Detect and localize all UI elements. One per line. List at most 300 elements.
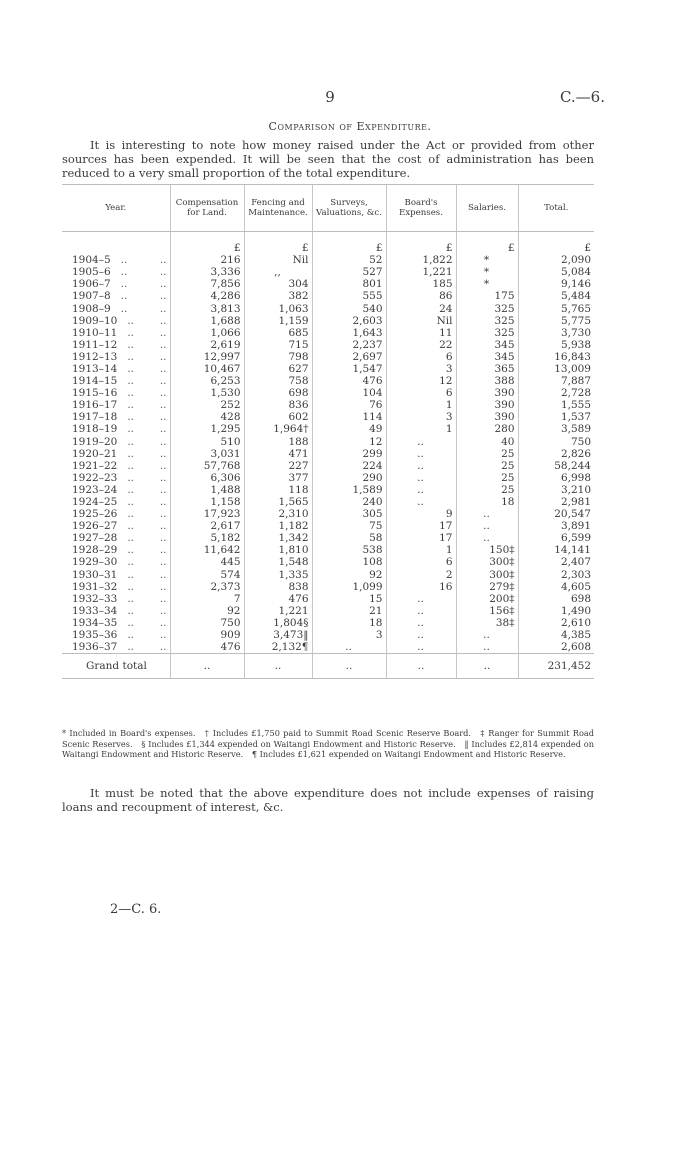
- unit-cell: £: [244, 232, 312, 255]
- year-cell: [62, 569, 170, 581]
- table-cell: 2,407: [518, 556, 594, 568]
- leader-dots: ..: [127, 435, 135, 448]
- leader-dots: ..: [120, 254, 128, 267]
- table-cell: 1,221: [244, 605, 312, 617]
- year-cell: [62, 544, 170, 556]
- leader-dots: ..: [159, 314, 167, 327]
- table-row: [62, 290, 594, 302]
- year-cell: [62, 327, 170, 339]
- table-cell: 1,099: [312, 581, 386, 593]
- table-cell: ..: [456, 654, 518, 679]
- table-cell: 114: [312, 411, 386, 423]
- table-cell: 18: [312, 617, 386, 629]
- year-label: 1913–14: [72, 362, 118, 375]
- year-cell: [62, 641, 170, 654]
- table-cell: ..: [456, 520, 518, 532]
- year-cell: [62, 278, 170, 290]
- table-header: [62, 185, 594, 232]
- table-cell: 6,306: [170, 472, 244, 484]
- table-cell: 150‡: [456, 544, 518, 556]
- table-row: [62, 532, 594, 544]
- year-cell: [62, 484, 170, 496]
- table-cell: 104: [312, 387, 386, 399]
- table-cell: 14,141: [518, 544, 594, 556]
- table-cell: ..: [244, 654, 312, 679]
- leader-dots: ..: [120, 266, 128, 279]
- table-cell: 2,090: [518, 254, 594, 266]
- table-cell: 12: [386, 375, 456, 387]
- table-row: [62, 448, 594, 460]
- leader-dots: ..: [127, 399, 135, 412]
- leader-dots: ..: [159, 616, 167, 629]
- table-cell: 185: [386, 278, 456, 290]
- table-cell: 6: [386, 351, 456, 363]
- year-cell: [62, 387, 170, 399]
- table-cell: 1,964†: [244, 423, 312, 435]
- table-cell: 21: [312, 605, 386, 617]
- table-cell: 7,887: [518, 375, 594, 387]
- table-cell: 57,768: [170, 460, 244, 472]
- table-cell: 2,619: [170, 339, 244, 351]
- table-cell: 5,484: [518, 290, 594, 302]
- table-cell: 2: [386, 569, 456, 581]
- table-cell: 11: [386, 327, 456, 339]
- table-cell: 3,473‖: [244, 629, 312, 641]
- year-cell: [62, 556, 170, 568]
- table-row: [62, 315, 594, 327]
- column-header: Salaries.: [456, 185, 518, 232]
- table-cell: 5,765: [518, 302, 594, 314]
- table-cell: 476: [312, 375, 386, 387]
- table-row: [62, 327, 594, 339]
- table-cell: 22: [386, 339, 456, 351]
- table-cell: ..: [386, 448, 456, 460]
- table-cell: ..: [456, 641, 518, 654]
- table-cell: 2,617: [170, 520, 244, 532]
- table-cell: ..: [386, 617, 456, 629]
- table-row: [62, 496, 594, 508]
- table-cell: 2,981: [518, 496, 594, 508]
- table-cell: 428: [170, 411, 244, 423]
- table-cell: 16,843: [518, 351, 594, 363]
- leader-dots: ..: [159, 508, 167, 521]
- leader-dots: ..: [159, 471, 167, 484]
- table-cell: 801: [312, 278, 386, 290]
- table-cell: 365: [456, 363, 518, 375]
- table-row: [62, 617, 594, 629]
- table-cell: ..: [386, 484, 456, 496]
- table-cell: 1,182: [244, 520, 312, 532]
- table-cell: 1,158: [170, 496, 244, 508]
- year-label: 1914–15: [72, 375, 118, 388]
- table-cell: 345: [456, 351, 518, 363]
- table-row: [62, 375, 594, 387]
- table-cell: 156‡: [456, 605, 518, 617]
- table-row: [62, 399, 594, 411]
- table-cell: 2,373: [170, 581, 244, 593]
- leader-dots: ..: [127, 411, 135, 424]
- year-cell: [62, 302, 170, 314]
- table-cell: 758: [244, 375, 312, 387]
- table-cell: 2,608: [518, 641, 594, 654]
- leader-dots: ..: [127, 338, 135, 351]
- year-cell: [62, 593, 170, 605]
- leader-dots: ..: [159, 629, 167, 642]
- table-cell: 6: [386, 387, 456, 399]
- table-cell: 86: [386, 290, 456, 302]
- table-cell: ..: [386, 629, 456, 641]
- year-label: 1930–31: [72, 568, 118, 581]
- leader-dots: ..: [159, 387, 167, 400]
- leader-dots: ..: [127, 326, 135, 339]
- table-row: [62, 581, 594, 593]
- table-cell: 1,537: [518, 411, 594, 423]
- table-cell: 685: [244, 327, 312, 339]
- table-row: [62, 436, 594, 448]
- footnote: * Included in Board's expenses.: [62, 728, 196, 738]
- table-cell: 2,728: [518, 387, 594, 399]
- table-cell: 445: [170, 556, 244, 568]
- table-row: [62, 423, 594, 435]
- table-cell: 836: [244, 399, 312, 411]
- grand-total-label: Grand total: [62, 654, 170, 679]
- year-cell: [62, 254, 170, 266]
- table-cell: 377: [244, 472, 312, 484]
- table-cell: ..: [456, 629, 518, 641]
- leader-dots: ..: [159, 266, 167, 279]
- year-cell: [62, 496, 170, 508]
- table-cell: 2,310: [244, 508, 312, 520]
- leader-dots: ..: [159, 580, 167, 593]
- table-cell: 715: [244, 339, 312, 351]
- table-cell: 108: [312, 556, 386, 568]
- table-row: [62, 339, 594, 351]
- table-cell: 7: [170, 593, 244, 605]
- table-cell: 2,132¶: [244, 641, 312, 654]
- table-row: [62, 387, 594, 399]
- table-cell: 345: [456, 339, 518, 351]
- year-label: 1918–19: [72, 423, 118, 436]
- leader-dots: ..: [127, 580, 135, 593]
- column-header: Compensation for Land.: [170, 185, 244, 232]
- table-cell: 17: [386, 532, 456, 544]
- table-cell: 200‡: [456, 593, 518, 605]
- table-cell: 24: [386, 302, 456, 314]
- table-cell: 6: [386, 556, 456, 568]
- year-label: 1912–13: [72, 350, 118, 363]
- table-cell: 13,009: [518, 363, 594, 375]
- table-cell: 299: [312, 448, 386, 460]
- table-cell: 118: [244, 484, 312, 496]
- table-cell: 17: [386, 520, 456, 532]
- table-cell: 58,244: [518, 460, 594, 472]
- table-cell: 540: [312, 302, 386, 314]
- year-cell: [62, 423, 170, 435]
- year-label: 1906–7: [72, 278, 111, 291]
- table-cell: 5,084: [518, 266, 594, 278]
- year-cell: [62, 460, 170, 472]
- year-cell: [62, 339, 170, 351]
- year-label: 1904–5: [72, 254, 111, 267]
- leader-dots: ..: [159, 520, 167, 533]
- leader-dots: ..: [159, 447, 167, 460]
- table-cell: 20,547: [518, 508, 594, 520]
- table-cell: 9: [386, 508, 456, 520]
- footnotes: [62, 728, 594, 760]
- table-row: [62, 593, 594, 605]
- table-cell: 6,998: [518, 472, 594, 484]
- year-label: 1923–24: [72, 483, 118, 496]
- leader-dots: ..: [159, 532, 167, 545]
- year-label: 1926–27: [72, 520, 118, 533]
- year-cell: [62, 472, 170, 484]
- table-cell: 17,923: [170, 508, 244, 520]
- closing-paragraph: It must be noted that the above expenditure does not include expenses of raising loans and recoupment of interest, &c.: [62, 786, 594, 814]
- table-cell: 382: [244, 290, 312, 302]
- unit-cell: £: [170, 232, 244, 255]
- table-cell: 10,467: [170, 363, 244, 375]
- table-cell: 6,599: [518, 532, 594, 544]
- leader-dots: ..: [127, 375, 135, 388]
- unit-cell: £: [456, 232, 518, 255]
- table-cell: 798: [244, 351, 312, 363]
- table-cell: Nil: [244, 254, 312, 266]
- table-row: [62, 411, 594, 423]
- leader-dots: ..: [120, 290, 128, 303]
- year-label: 1920–21: [72, 447, 118, 460]
- year-label: 1934–35: [72, 616, 118, 629]
- table-cell: ..: [456, 532, 518, 544]
- table-row: [62, 520, 594, 532]
- leader-dots: ..: [159, 302, 167, 315]
- leader-dots: ..: [127, 520, 135, 533]
- footnote: ¶ Includes £1,621 expended on Waitangi Endowment and Historic Reserve.: [251, 749, 566, 759]
- table-cell: 3,031: [170, 448, 244, 460]
- year-label: 1927–28: [72, 532, 118, 545]
- year-cell: [62, 520, 170, 532]
- table-cell: 11,642: [170, 544, 244, 556]
- table-row: [62, 605, 594, 617]
- table-cell: 2,697: [312, 351, 386, 363]
- leader-dots: ..: [127, 350, 135, 363]
- leader-dots: ..: [127, 423, 135, 436]
- table-row: [62, 363, 594, 375]
- year-cell: [62, 411, 170, 423]
- table-cell: 5,775: [518, 315, 594, 327]
- year-cell: [62, 375, 170, 387]
- year-label: 1908–9: [72, 302, 111, 315]
- unit-cell: £: [312, 232, 386, 255]
- document-reference: C.—6.: [559, 88, 605, 106]
- table-cell: ..: [456, 508, 518, 520]
- table-cell: 4,605: [518, 581, 594, 593]
- table-cell: 1,221: [386, 266, 456, 278]
- table-cell: 1: [386, 399, 456, 411]
- year-cell: [62, 290, 170, 302]
- table-cell: ..: [386, 496, 456, 508]
- year-label: 1922–23: [72, 471, 118, 484]
- year-cell: [62, 629, 170, 641]
- leader-dots: ..: [159, 459, 167, 472]
- column-header: Board's Expenses.: [386, 185, 456, 232]
- table-cell: 7,856: [170, 278, 244, 290]
- year-label: 1935–36: [72, 629, 118, 642]
- table-cell: ..: [312, 654, 386, 679]
- table-cell: ..: [386, 593, 456, 605]
- table-cell: 3: [312, 629, 386, 641]
- year-cell: [62, 532, 170, 544]
- table-cell: 12: [312, 436, 386, 448]
- year-cell: [62, 581, 170, 593]
- table-cell: 9,146: [518, 278, 594, 290]
- table-cell: 40: [456, 436, 518, 448]
- table-cell: 574: [170, 569, 244, 581]
- year-label: 1932–33: [72, 592, 118, 605]
- leader-dots: ..: [159, 604, 167, 617]
- table-cell: 3: [386, 363, 456, 375]
- table-row: [62, 254, 594, 266]
- table-cell: ..: [386, 436, 456, 448]
- leader-dots: ..: [127, 556, 135, 569]
- year-cell: [62, 448, 170, 460]
- leader-dots: ..: [127, 362, 135, 375]
- leader-dots: ..: [159, 411, 167, 424]
- footnote: † Includes £1,750 paid to Summit Road Scenic Reserve Board.: [204, 728, 472, 738]
- table-cell: 1,488: [170, 484, 244, 496]
- table-row: [62, 544, 594, 556]
- table-cell: 12,997: [170, 351, 244, 363]
- table-cell: 49: [312, 423, 386, 435]
- table-cell: 1: [386, 423, 456, 435]
- table-cell: 476: [170, 641, 244, 654]
- year-cell: [62, 266, 170, 278]
- section-heading: Comparison of Expenditure.: [268, 120, 432, 133]
- year-cell: [62, 399, 170, 411]
- year-label: 1921–22: [72, 459, 118, 472]
- table-cell: 252: [170, 399, 244, 411]
- leader-dots: ..: [127, 471, 135, 484]
- column-header: Total.: [518, 185, 594, 232]
- table-cell: 76: [312, 399, 386, 411]
- footnote: ‖ Includes £2,814 expended on Waitangi Endowment and Historic Reserve.: [62, 738, 595, 759]
- table-cell: 2,603: [312, 315, 386, 327]
- year-label: 1925–26: [72, 508, 118, 521]
- year-label: 1931–32: [72, 580, 118, 593]
- table-cell: 750: [518, 436, 594, 448]
- table-cell: 1,822: [386, 254, 456, 266]
- year-cell: [62, 617, 170, 629]
- table-cell: ..: [386, 460, 456, 472]
- table-cell: 698: [244, 387, 312, 399]
- table-cell: 909: [170, 629, 244, 641]
- table-cell: 38‡: [456, 617, 518, 629]
- leader-dots: ..: [120, 278, 128, 291]
- year-label: 1933–34: [72, 604, 118, 617]
- table-row: [62, 302, 594, 314]
- table-cell: 476: [244, 593, 312, 605]
- table-footer: [62, 654, 594, 679]
- year-label: 1909–10: [72, 314, 118, 327]
- unit-cell: £: [386, 232, 456, 255]
- table-cell: 1,530: [170, 387, 244, 399]
- table-cell: 3,730: [518, 327, 594, 339]
- table-cell: 92: [170, 605, 244, 617]
- table-cell: 3,336: [170, 266, 244, 278]
- table-cell: 1,066: [170, 327, 244, 339]
- table-cell: ..: [170, 654, 244, 679]
- table-cell: 92: [312, 569, 386, 581]
- page-number: 9: [325, 88, 335, 106]
- year-label: 1910–11: [72, 326, 118, 339]
- leader-dots: ..: [127, 459, 135, 472]
- table-cell: 527: [312, 266, 386, 278]
- table-cell: 1,565: [244, 496, 312, 508]
- table-cell: 325: [456, 327, 518, 339]
- table-cell: ..: [386, 472, 456, 484]
- table-cell: 1,688: [170, 315, 244, 327]
- table-cell: ..: [312, 641, 386, 654]
- table-cell: 1,804§: [244, 617, 312, 629]
- table-cell: 231,452: [518, 654, 594, 679]
- table-cell: 15: [312, 593, 386, 605]
- leader-dots: ..: [159, 254, 167, 267]
- year-label: 1907–8: [72, 290, 111, 303]
- table-cell: 1,643: [312, 327, 386, 339]
- leader-dots: ..: [159, 350, 167, 363]
- grand-total-row: [62, 654, 594, 679]
- table-cell: 25: [456, 472, 518, 484]
- leader-dots: ..: [120, 302, 128, 315]
- table-row: [62, 472, 594, 484]
- table-cell: 290: [312, 472, 386, 484]
- table-cell: ..: [386, 641, 456, 654]
- table-row: [62, 569, 594, 581]
- leader-dots: ..: [127, 641, 135, 654]
- leader-dots: ..: [127, 496, 135, 509]
- table-body: [62, 232, 594, 654]
- table-cell: 3,813: [170, 302, 244, 314]
- leader-dots: ..: [127, 544, 135, 557]
- leader-dots: ..: [159, 362, 167, 375]
- table-cell: 6,253: [170, 375, 244, 387]
- table-cell: 3,891: [518, 520, 594, 532]
- table-row: [62, 266, 594, 278]
- table-row: [62, 278, 594, 290]
- year-label: 1916–17: [72, 399, 118, 412]
- leader-dots: ..: [159, 496, 167, 509]
- table-cell: 1,490: [518, 605, 594, 617]
- leader-dots: ..: [127, 314, 135, 327]
- leader-dots: ..: [127, 447, 135, 460]
- leader-dots: ..: [159, 375, 167, 388]
- table-cell: 1,063: [244, 302, 312, 314]
- table-cell: 627: [244, 363, 312, 375]
- table-row: [62, 484, 594, 496]
- leader-dots: ..: [159, 423, 167, 436]
- year-label: 1929–30: [72, 556, 118, 569]
- table-cell: 300‡: [456, 569, 518, 581]
- table-cell: 52: [312, 254, 386, 266]
- unit-row: [62, 232, 594, 255]
- year-label: 1917–18: [72, 411, 118, 424]
- table-cell: 4,385: [518, 629, 594, 641]
- table-row: [62, 556, 594, 568]
- table-cell: 3,210: [518, 484, 594, 496]
- year-label: 1919–20: [72, 435, 118, 448]
- footnote: § Includes £1,344 expended on Waitangi Endowment and Historic Reserve.: [141, 738, 456, 749]
- table-row: [62, 629, 594, 641]
- expenditure-table-container: [62, 184, 594, 679]
